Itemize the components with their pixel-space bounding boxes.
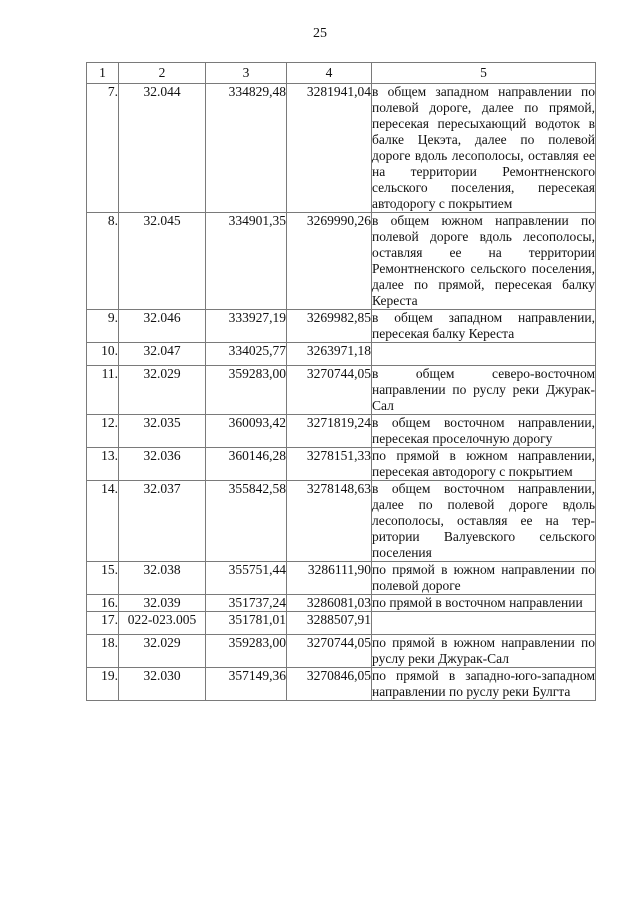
point-id: 32.045	[119, 213, 206, 310]
page-number: 25	[313, 26, 327, 41]
table-row	[87, 213, 596, 310]
column-header-description: 5	[372, 63, 596, 84]
table-row	[87, 366, 596, 415]
row-number: 9.	[87, 310, 119, 343]
coordinate-x: 334901,35	[206, 213, 287, 310]
boundary-description: по прямой в южном направлении, пересекая автодорогу с покрытием	[372, 448, 595, 479]
coordinate-y: 3269990,26	[287, 213, 372, 310]
table-row	[87, 415, 596, 448]
coordinate-x: 355842,58	[206, 481, 287, 562]
row-number: 7.	[87, 84, 119, 213]
point-id: 32.046	[119, 310, 206, 343]
coordinate-x: 357149,36	[206, 668, 287, 701]
row-number: 12.	[87, 415, 119, 448]
row-number: 15.	[87, 562, 119, 595]
row-number: 14.	[87, 481, 119, 562]
header-row	[87, 63, 596, 84]
table-row	[87, 343, 596, 366]
point-id: 32.035	[119, 415, 206, 448]
row-number: 18.	[87, 635, 119, 668]
boundary-description: по прямой в южном направлении по руслу реки Джурак-Сал	[372, 635, 595, 666]
coordinate-y: 3270744,05	[287, 366, 372, 415]
row-number: 16.	[87, 595, 119, 612]
coordinate-x: 359283,00	[206, 366, 287, 415]
coordinate-x: 360146,28	[206, 448, 287, 481]
boundary-description: в общем западном направлении, пересекая балку Кереста	[372, 310, 595, 341]
coordinate-y: 3278151,33	[287, 448, 372, 481]
coordinate-x: 334829,48	[206, 84, 287, 213]
column-header-number: 1	[87, 63, 119, 84]
boundary-description	[372, 343, 596, 366]
table-row	[87, 562, 596, 595]
boundary-description: по прямой в западно-юго-западном направлении по руслу реки Булгта	[372, 668, 595, 699]
coordinate-x: 334025,77	[206, 343, 287, 366]
point-id: 32.047	[119, 343, 206, 366]
coordinate-y: 3263971,18	[287, 343, 372, 366]
boundary-description: по прямой в южном направлении по полевой дороге	[372, 562, 595, 593]
point-id: 32.039	[119, 595, 206, 612]
point-id: 022-023.005	[119, 612, 206, 635]
table-row	[87, 635, 596, 668]
boundary-description	[372, 612, 596, 635]
boundary-description: в общем северо-восточном направлении по руслу реки Джурак-Сал	[372, 366, 595, 413]
column-header-point: 2	[119, 63, 206, 84]
boundary-description: по прямой в восточном направлении	[372, 595, 596, 612]
coordinate-y: 3288507,91	[287, 612, 372, 635]
coordinate-y: 3281941,04	[287, 84, 372, 213]
boundary-description: в общем западном направлении по полевой дороге, далее по прямой, пересекая пересыхающий водоток в балке Цекэта, далее по полевой дороге вдоль лесополосы, оставляя ее на территории Ремонтненского сельского поселения, пересекая автодорогу с покрытием	[372, 84, 595, 211]
coordinate-y: 3286081,03	[287, 595, 372, 612]
coordinate-x: 360093,42	[206, 415, 287, 448]
coordinate-x: 355751,44	[206, 562, 287, 595]
boundary-description: в общем восточном направлении, пересекая проселочную дорогу	[372, 415, 595, 446]
column-header-x: 3	[206, 63, 287, 84]
column-header-y: 4	[287, 63, 372, 84]
table-row	[87, 448, 596, 481]
row-number: 19.	[87, 668, 119, 701]
row-number: 8.	[87, 213, 119, 310]
point-id: 32.029	[119, 366, 206, 415]
coordinate-y: 3271819,24	[287, 415, 372, 448]
coordinate-y: 3278148,63	[287, 481, 372, 562]
row-number: 11.	[87, 366, 119, 415]
point-id: 32.030	[119, 668, 206, 701]
row-number: 17.	[87, 612, 119, 635]
point-id: 32.038	[119, 562, 206, 595]
table-row	[87, 612, 596, 635]
table-body	[87, 84, 596, 701]
coordinate-x: 333927,19	[206, 310, 287, 343]
row-number: 10.	[87, 343, 119, 366]
coordinate-y: 3286111,90	[287, 562, 372, 595]
point-id: 32.036	[119, 448, 206, 481]
coordinate-y: 3269982,85	[287, 310, 372, 343]
point-id: 32.044	[119, 84, 206, 213]
coordinate-y: 3270846,05	[287, 668, 372, 701]
point-id: 32.029	[119, 635, 206, 668]
coordinate-x: 359283,00	[206, 635, 287, 668]
table-row	[87, 310, 596, 343]
boundary-description: в общем восточном направлении, далее по полевой дороге вдоль лесополосы, оставляя ее на территории Валуевского сельского поселения	[372, 481, 595, 560]
boundary-points-table	[86, 62, 596, 701]
table-header	[87, 63, 596, 84]
table-row	[87, 481, 596, 562]
table-row	[87, 595, 596, 612]
row-number: 13.	[87, 448, 119, 481]
coordinate-x: 351781,01	[206, 612, 287, 635]
table-row	[87, 668, 596, 701]
point-id: 32.037	[119, 481, 206, 562]
coordinate-y: 3270744,05	[287, 635, 372, 668]
table-row	[87, 84, 596, 213]
boundary-description: в общем южном направлении по полевой дороге вдоль лесополосы, оставляя ее на территории Ремонтненского сельского поселения, далее по прямой, пересекая балку Кереста	[372, 213, 595, 308]
coordinate-x: 351737,24	[206, 595, 287, 612]
